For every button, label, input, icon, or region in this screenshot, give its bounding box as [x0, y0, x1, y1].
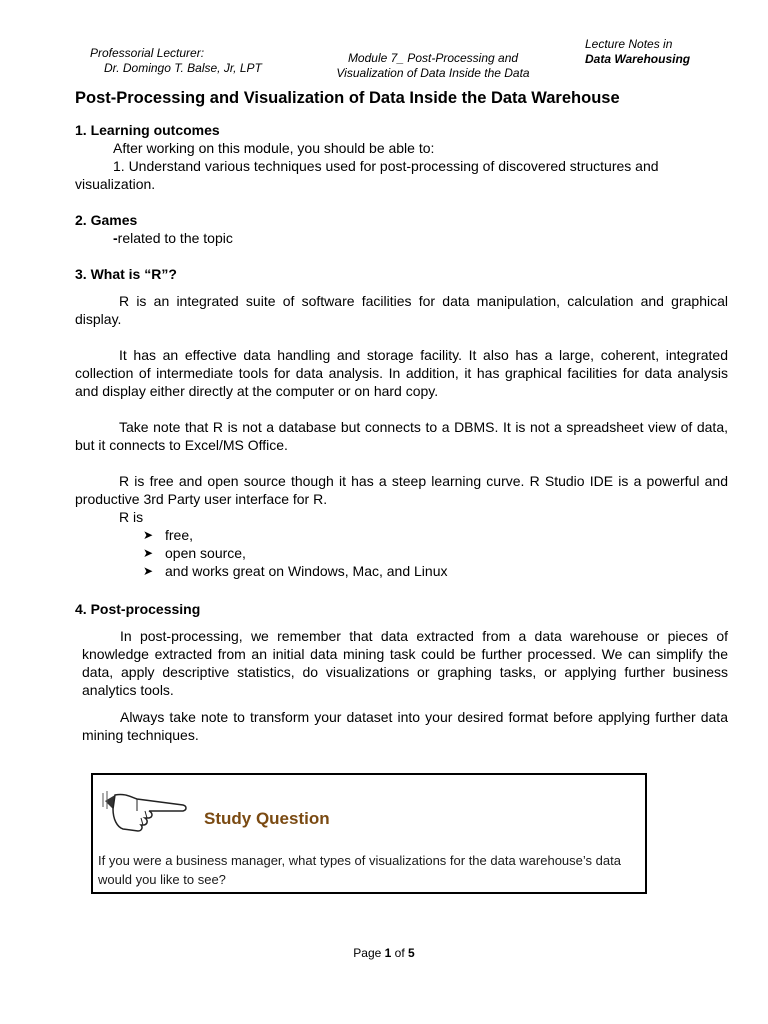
study-question-title: Study Question: [204, 809, 330, 828]
document-body: [75, 121, 728, 744]
section-heading-post-processing: 4. Post-processing: [75, 601, 201, 617]
page-number: Page 1 of 5: [353, 946, 415, 960]
arrow-bullet-icon: ➤: [143, 528, 154, 542]
r-paragraph-1: R is an integrated suite of software facilities for data manipulation, calculation and graphical display.: [75, 293, 728, 327]
section-heading-what-is-r: 3. What is “R”?: [75, 266, 177, 282]
document-title: Post-Processing and Visualization of Data Inside the Data Warehouse: [75, 89, 620, 107]
header-lecturer-name: Dr. Domingo T. Balse, Jr, LPT: [104, 61, 262, 75]
list-item: ➤ and works great on Windows, Mac, and Linux: [143, 563, 448, 579]
r-paragraph-4: R is free and open source though it has a steep learning curve. R Studio IDE is a powerful and productive 3rd Party user interface for R.: [75, 473, 728, 507]
header-course: [585, 37, 690, 67]
post-processing-paragraph-2: Always take note to transform your dataset into your desired format before applying further data mining techniques.: [82, 709, 728, 743]
page-total: 5: [408, 946, 415, 960]
list-item: ➤ open source,: [143, 545, 246, 561]
page-current: 1: [384, 946, 392, 960]
section-heading-games: 2. Games: [75, 212, 138, 228]
header-module: [334, 51, 532, 81]
header-lecturer-label: Professorial Lecturer:: [90, 46, 205, 60]
learning-outcome-item: 1. Understand various techniques used for post-processing of discovered structures and visualization.: [75, 158, 659, 192]
section-heading-learning-outcomes: 1. Learning outcomes: [75, 122, 220, 138]
games-description: related to the topic: [117, 230, 233, 246]
learning-outcomes-intro: After working on this module, you should be able to:: [113, 140, 435, 156]
r-paragraph-3: Take note that R is not a database but connects to a DBMS. It is not a spreadsheet view of data, but it connects to Excel/MS Office.: [75, 419, 728, 453]
arrow-bullet-icon: ➤: [143, 546, 154, 560]
list-item: ➤ free,: [143, 527, 194, 543]
r-features-list: [75, 526, 728, 580]
study-question-box: [91, 773, 647, 894]
study-question-text: If you were a business manager, what types of visualizations for the data warehouse’s data would you like to see?: [98, 853, 621, 887]
header-course-name: Data Warehousing: [585, 52, 691, 66]
r-paragraph-2: It has an effective data handling and storage facility. It also has a large, coherent, integrated collection of intermediate tools for data analysis. In addition, it has graphical facilities for data analysis and display either directly at the computer or on hard copy.: [75, 347, 728, 399]
header-module-line2: Visualization of Data Inside the Data: [336, 66, 530, 80]
post-processing-paragraph-1: In post-processing, we remember that data extracted from a data warehouse or pieces of knowledge extracted from an initial data mining task could be further processed. We can simplify the data, apply descriptive statistics, do visualizations or graphing tasks, or applying further business analytics tools.: [82, 628, 728, 698]
pointing-hand-icon: [101, 787, 189, 833]
header-lecturer: [90, 46, 262, 76]
arrow-bullet-icon: ➤: [143, 564, 154, 578]
r-is-label: R is: [119, 509, 144, 525]
header-course-label: Lecture Notes in: [585, 37, 673, 51]
games-text: [75, 229, 728, 247]
header-module-line1: Module 7_ Post-Processing and: [347, 51, 519, 65]
games-dash: -: [113, 230, 118, 246]
